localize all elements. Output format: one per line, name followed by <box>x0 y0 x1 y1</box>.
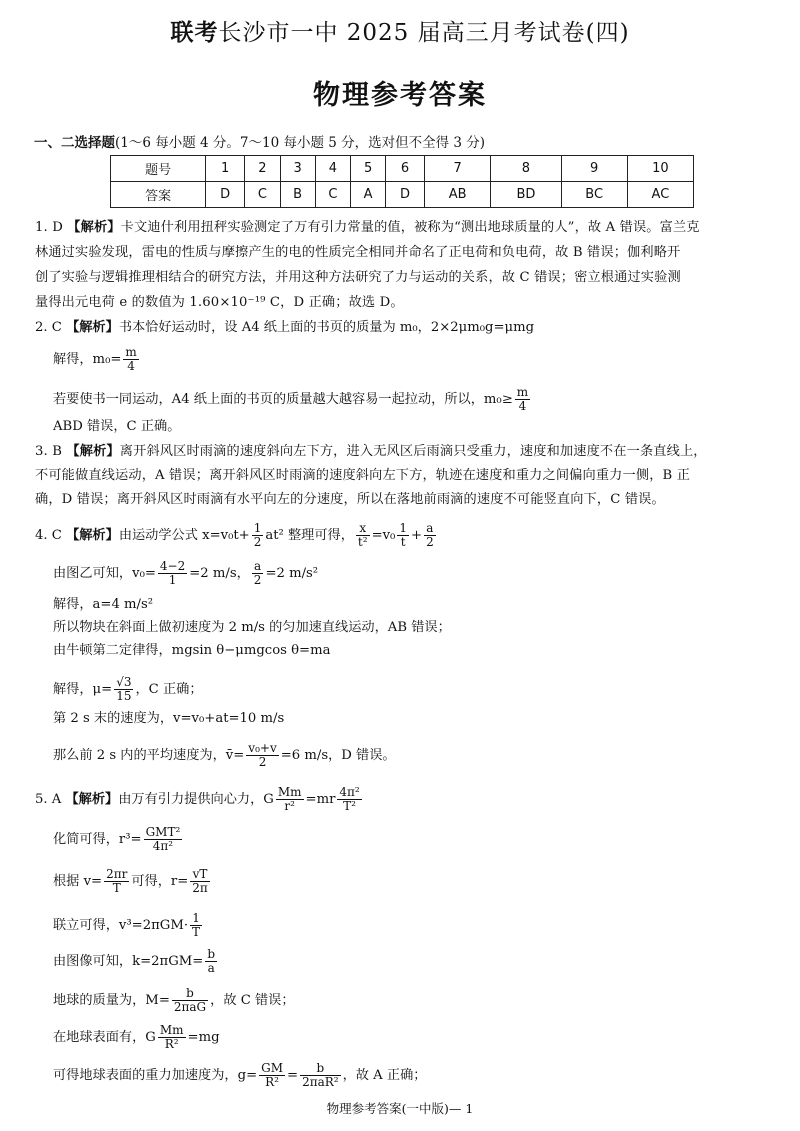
q2-line: 2. C 【解析】书本恰好运动时，设 A4 纸上面的书页的质量为 m₀，2×2μm₀g=μmg <box>35 320 535 335</box>
q4-text: at² 整理可得， <box>265 528 354 543</box>
frac-num: Mm <box>159 1023 184 1037</box>
answer-table-answer-row <box>111 182 694 208</box>
fraction <box>259 1062 285 1089</box>
q4-text: 那么前 2 s 内的平均速度为，v̄= <box>53 748 245 763</box>
q4-text: + <box>411 528 423 543</box>
table-cell-number: 5 <box>351 156 386 182</box>
fraction <box>252 522 264 549</box>
q5-text: = <box>287 1068 299 1083</box>
frac-num: a <box>424 522 436 536</box>
frac-num: x <box>356 522 370 536</box>
q5-text: 由图像可知，k=2πGM= <box>53 954 204 969</box>
table-cell-answer: D <box>386 182 425 208</box>
q5-text: 可得，r= <box>131 874 189 889</box>
frac-den: t <box>400 535 406 549</box>
q3-line: 不可能做直线运动，A 错误；离开斜风区时雨滴的速度斜向左下方，轨迹在速度和重力之间偏向重力一侧，B 正 <box>35 468 691 483</box>
fraction <box>172 987 208 1014</box>
fraction <box>190 868 210 895</box>
q5-text: ，故 A 正确； <box>342 1068 427 1083</box>
q4-line: 由牛顿第二定律得，mgsin θ−μmgcos θ=ma <box>53 643 331 658</box>
q4-text: 解得，μ= <box>53 682 113 697</box>
q4-line <box>35 522 438 549</box>
section-heading <box>34 131 485 151</box>
frac-den: T² <box>343 799 356 813</box>
frac-den: 15 <box>116 689 132 703</box>
q4-line: 第 2 s 末的速度为，v=v₀+at=10 m/s <box>53 711 285 726</box>
header-brand: 联考 <box>170 19 219 46</box>
table-cell-answer: B <box>280 182 315 208</box>
q1-line: 量得出元电荷 e 的数值为 1.60×10⁻¹⁹ C，D 正确；故选 D。 <box>35 295 404 310</box>
q5-line <box>53 912 204 939</box>
q5-text: 根据 v= <box>53 874 103 889</box>
frac-den: a <box>207 961 215 975</box>
frac-den: r² <box>284 799 295 813</box>
frac-num: 1 <box>399 521 407 535</box>
q5-line <box>53 987 295 1014</box>
frac-num: Mm <box>277 785 302 799</box>
table-cell-number: 3 <box>280 156 315 182</box>
fraction <box>246 742 278 769</box>
fraction <box>104 868 129 895</box>
frac-num: 1 <box>190 912 202 926</box>
frac-den: t² <box>357 535 368 549</box>
q2-text: 若要使书一同运动，A4 纸上面的书页的质量越大越容易一起拉动，所以，m₀≥ <box>53 392 513 407</box>
q4-text: =v₀ <box>371 528 396 543</box>
q2-text: 解得，m₀= <box>53 352 122 367</box>
frac-den: 2 <box>258 755 267 769</box>
fraction <box>114 676 133 703</box>
table-cell-number: 6 <box>386 156 425 182</box>
page-footer: 物理参考答案(一中版)— 1 <box>326 1101 474 1116</box>
table-cell-number: 1 <box>206 156 245 182</box>
header-title <box>0 14 800 47</box>
frac-num: GM <box>261 1061 283 1075</box>
table-cell-answer: BC <box>561 182 627 208</box>
fraction <box>158 1024 186 1051</box>
q2-line <box>53 346 141 373</box>
fraction <box>252 560 264 587</box>
table-cell-number: 10 <box>627 156 693 182</box>
fraction <box>190 912 202 939</box>
frac-den: 2π <box>192 881 208 895</box>
q1-line: 林通过实验发现，雷电的性质与摩擦产生的电的性质完全相同并命名了正电荷和负电荷，故 B 错误；伽利略开 <box>35 245 681 260</box>
header-exam-title: 长沙市一中 2025 届高三月考试卷(四) <box>218 20 630 46</box>
fraction <box>158 560 187 587</box>
table-cell-answer: A <box>351 182 386 208</box>
q1-line: 创了实验与逻辑推理相结合的研究方法，并用这种方法研究了力与运动的关系，故 C 错误；密立根通过实验测 <box>35 270 681 285</box>
q5-text: =mr <box>305 792 336 807</box>
frac-den: 2 <box>253 535 262 549</box>
table-cell-number: 7 <box>424 156 490 182</box>
table-cell-answer: C <box>245 182 281 208</box>
frac-num: m <box>125 345 137 359</box>
q4-line <box>53 676 203 703</box>
table-cell-number: 2 <box>245 156 281 182</box>
fraction <box>356 522 370 549</box>
table-cell-answer: AC <box>627 182 693 208</box>
q5-line <box>53 1062 426 1089</box>
fraction <box>205 948 217 975</box>
q5-line <box>53 826 184 853</box>
fraction <box>397 522 409 549</box>
q5-text: ，故 C 错误； <box>210 993 295 1008</box>
frac-num: m <box>516 385 529 399</box>
frac-num: vT <box>190 868 210 882</box>
row-label-answer: 答案 <box>111 182 206 208</box>
q5-text: 在地球表面有，G <box>53 1030 156 1045</box>
q5-line <box>35 786 364 813</box>
page-title: 物理参考答案 <box>313 80 487 111</box>
fraction <box>276 786 304 813</box>
frac-den: T <box>192 925 201 939</box>
q4-text: =2 m/s² <box>265 566 319 581</box>
fraction <box>424 522 436 549</box>
table-cell-number: 4 <box>315 156 351 182</box>
frac-num: GMT² <box>145 825 181 839</box>
q1-line: 1. D 【解析】卡文迪什利用扭秤实验测定了万有引力常量的值，被称为“测出地球质量的人”，故 A 错误。富兰克 <box>35 220 700 235</box>
q5-line <box>53 868 212 895</box>
frac-den: T <box>112 881 121 895</box>
table-cell-answer: BD <box>491 182 561 208</box>
table-cell-answer: C <box>315 182 351 208</box>
q5-line <box>53 1024 220 1051</box>
fraction <box>144 826 183 853</box>
q4-text: ，C 正确； <box>135 682 203 697</box>
section-label: 一、二选择题 <box>34 135 115 151</box>
q5-line <box>53 948 219 975</box>
q4-line <box>53 742 396 769</box>
frac-den: R² <box>265 1075 279 1089</box>
frac-den: 4 <box>127 359 135 373</box>
q5-text: =mg <box>187 1030 220 1045</box>
frac-num: √3 <box>116 675 132 689</box>
q4-line: 解得，a=4 m/s² <box>53 597 154 612</box>
q4-text: =6 m/s，D 错误。 <box>280 748 396 763</box>
q3-line: 确，D 错误；离开斜风区时雨滴有水平向左的分速度，所以在落地前雨滴的速度不可能竖直向下，C 错误。 <box>35 492 665 507</box>
frac-den: 2 <box>426 535 434 549</box>
frac-den: 2πaG <box>173 1000 207 1014</box>
fraction <box>123 346 138 373</box>
q5-text: 化简可得，r³= <box>53 832 142 847</box>
fraction <box>300 1062 341 1089</box>
table-cell-answer: D <box>206 182 245 208</box>
table-cell-number: 8 <box>491 156 561 182</box>
q5-text: 联立可得，v³=2πGM· <box>53 918 189 933</box>
frac-den: 4 <box>518 399 527 413</box>
q3-line: 3. B 【解析】离开斜风区时雨滴的速度斜向左下方，进入无风区后雨滴只受重力，速度和加速度不在一条直线上， <box>35 444 707 459</box>
frac-den: R² <box>164 1037 179 1051</box>
frac-den: 2πaR² <box>302 1075 339 1089</box>
q5-text: 5. A 【解析】由万有引力提供向心力，G <box>35 792 274 807</box>
table-cell-number: 9 <box>561 156 627 182</box>
q2-line <box>53 386 532 413</box>
q4-text: 4. C 【解析】由运动学公式 x=v₀t+ <box>35 528 250 543</box>
q5-text: 地球的质量为，M= <box>53 993 170 1008</box>
row-label-number: 题号 <box>111 156 206 182</box>
frac-den: 1 <box>168 573 177 587</box>
frac-num: 1 <box>253 521 262 535</box>
q5-text: 可得地球表面的重力加速度为，g= <box>53 1068 258 1083</box>
table-cell-answer: AB <box>424 182 490 208</box>
frac-num: 2πr <box>106 867 128 881</box>
frac-num: b <box>207 947 215 961</box>
frac-num: b <box>300 1062 341 1076</box>
answer-table <box>110 155 694 208</box>
fraction <box>337 786 361 813</box>
q4-text: =2 m/s， <box>189 566 250 581</box>
q4-line: 所以物块在斜面上做初速度为 2 m/s 的匀加速直线运动，AB 错误； <box>53 620 451 635</box>
frac-num: v₀+v <box>248 741 277 755</box>
frac-num: 4π² <box>339 785 360 799</box>
frac-den: 4π² <box>152 839 174 853</box>
fraction <box>515 386 530 413</box>
frac-den: 2 <box>253 573 262 587</box>
q2-line: ABD 错误，C 正确。 <box>53 419 181 434</box>
frac-num: b <box>172 987 208 1001</box>
frac-num: a <box>252 560 264 574</box>
answer-table-number-row <box>111 156 694 182</box>
q4-text: 由图乙可知，v₀= <box>53 566 156 581</box>
q4-line <box>53 560 318 587</box>
section-note: (1～6 每小题 4 分。7～10 每小题 5 分，选对但不全得 3 分) <box>115 135 486 151</box>
frac-num: 4−2 <box>159 559 186 573</box>
